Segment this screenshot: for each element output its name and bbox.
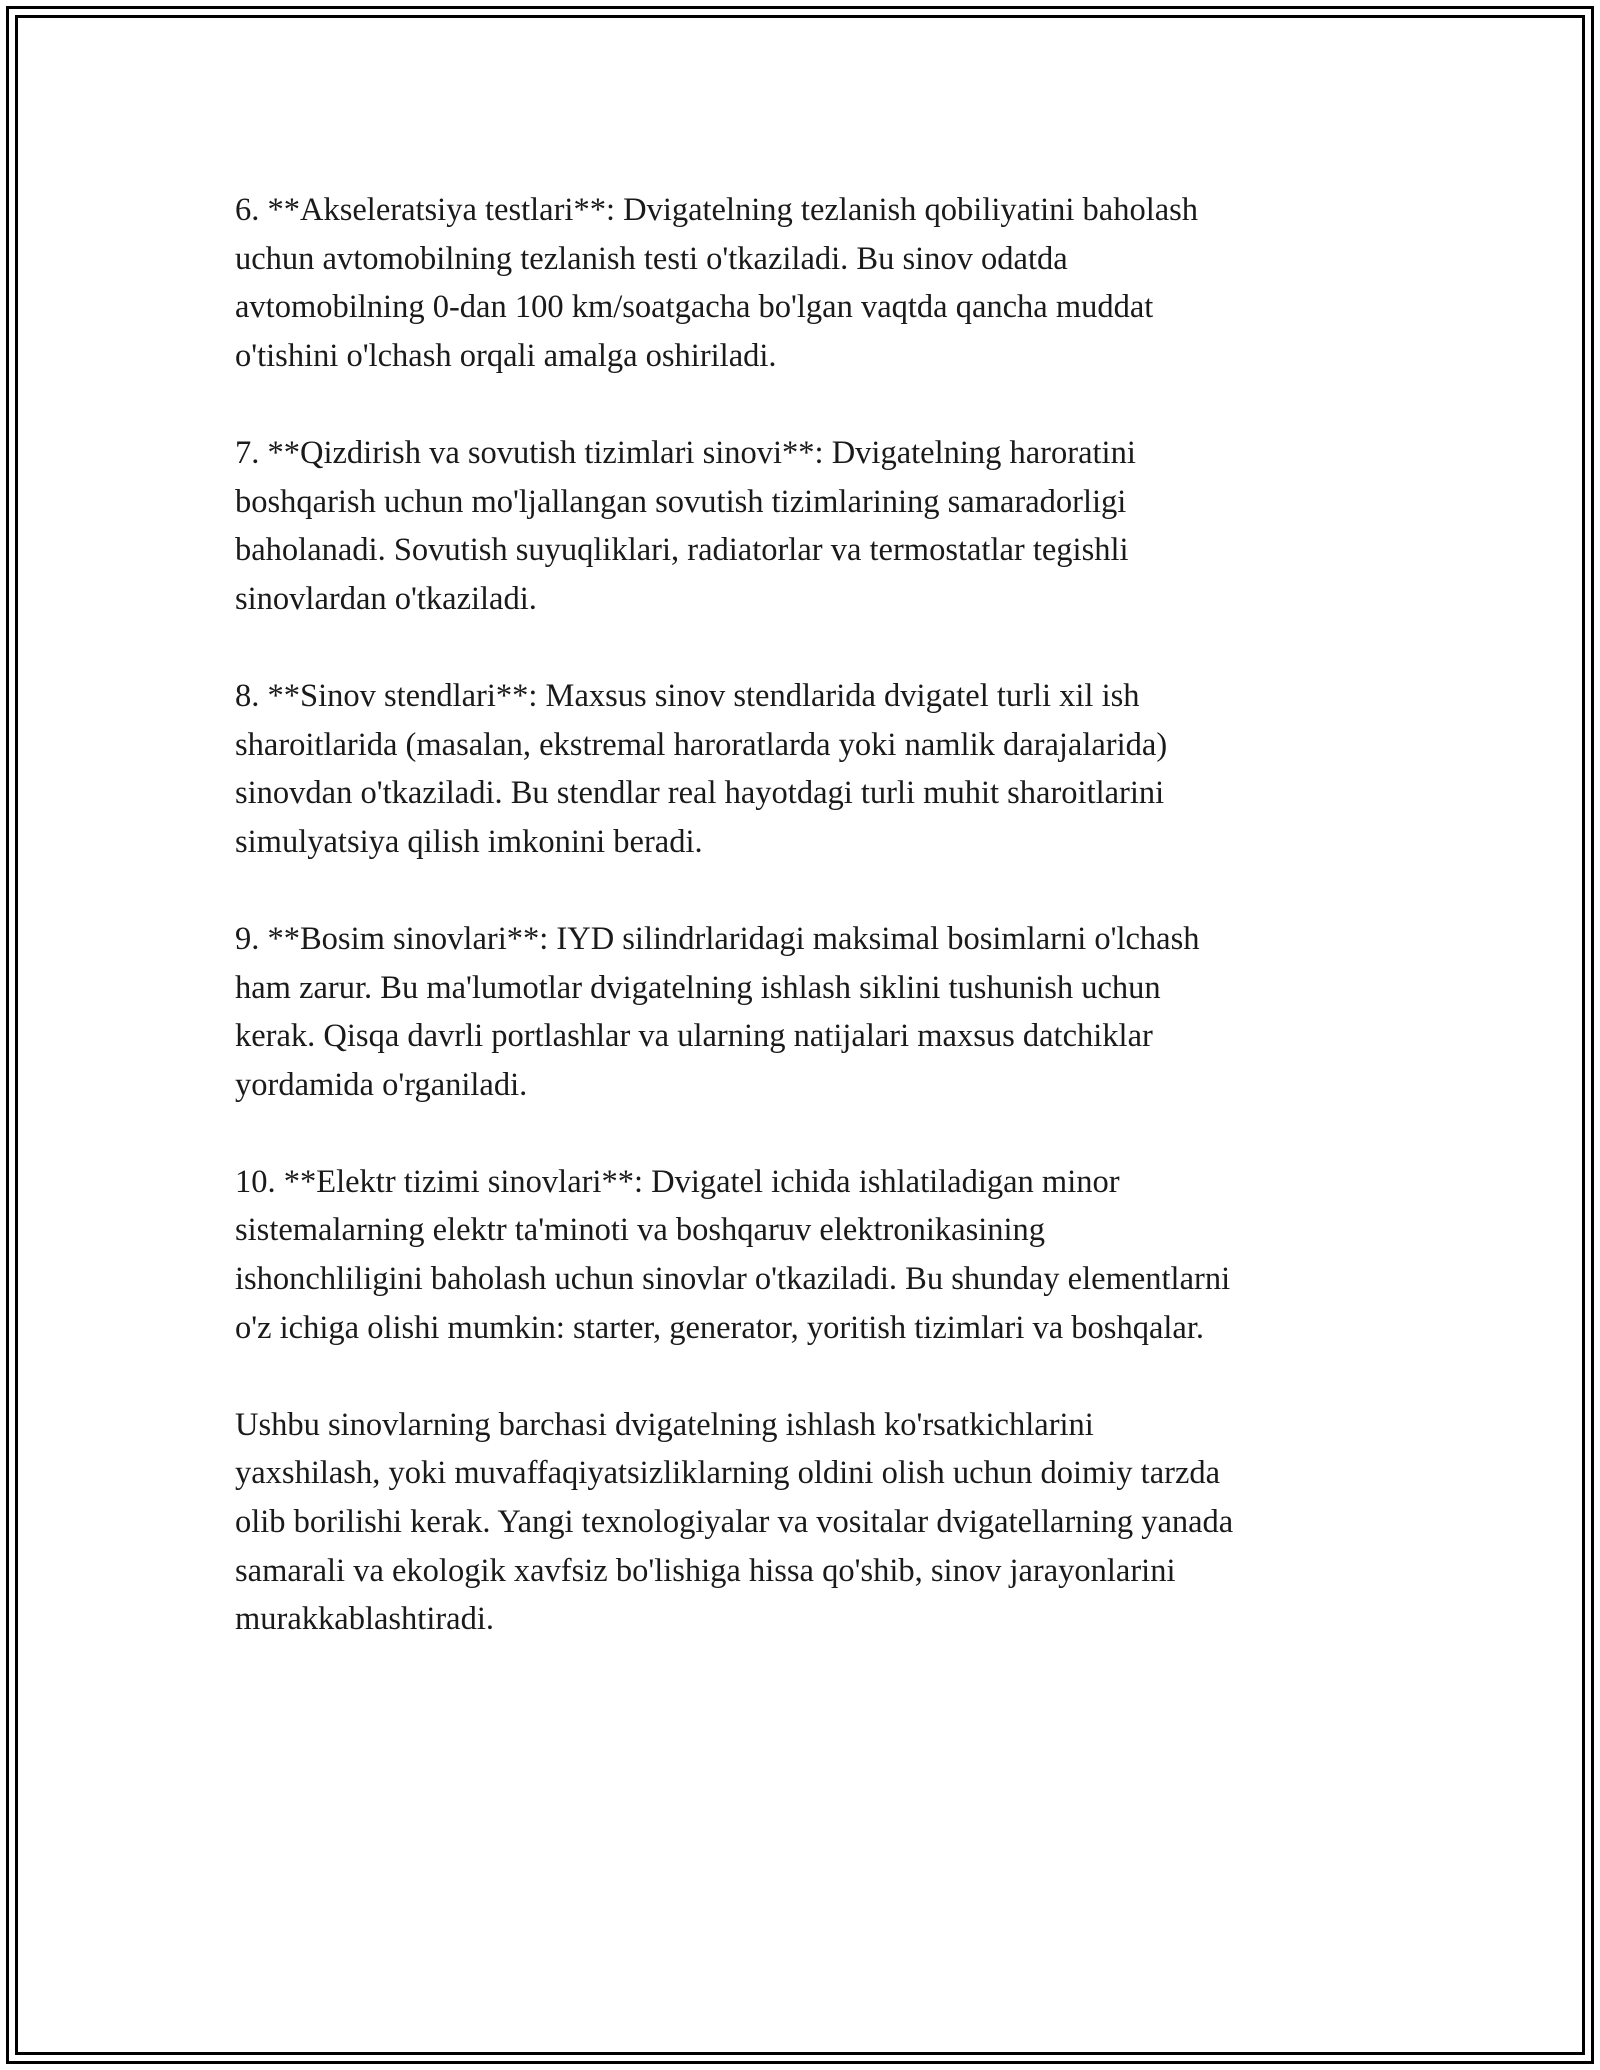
paragraph-conclusion: Ushbu sinovlarning barchasi dvigatelning ishlash ko'rsatkichlarini yaxshilash, yoki muvaffaqiyatsizliklarning oldini olish uchun doimiy tarzda olib borilishi kerak. Yangi texnologiyalar va vositalar dvigatellarning yanada samarali va ekologik xavfsiz bo'lishiga hissa qo'shib, sinov jarayonlarini murakkablashtiradi. bbox=[235, 1406, 1234, 1638]
paragraph-acceleration-tests: 6. **Akseleratsiya testlari**: Dvigatelning tezlanish qobiliyatini baholash uchun avtomobilning tezlanish testi o'tkaziladi. Bu sinov odatda avtomobilning 0-dan 100 km/soatgacha bo'lgan vaqtda qancha muddat o'tishini o'lchash orqali amalga oshiriladi. bbox=[235, 192, 1199, 374]
paragraph-pressure-tests: 9. **Bosim sinovlari**: IYD silindrlaridagi maksimal bosimlarni o'lchash ham zarur. Bu ma'lumotlar dvigatelning ishlash siklini tushunish uchun kerak. Qisqa davrli portlashlar va ularning natijalari maxsus datchiklar yordamida o'rganiladi. bbox=[235, 920, 1200, 1103]
paragraph-electrical-tests: 10. **Elektr tizimi sinovlari**: Dvigatel ichida ishlatiladigan minor sistemalarning elektr ta'minoti va boshqaruv elektronikasining ishonchliligini baholash uchun sinovlar o'tkaziladi. Bu shunday elementlarni o'z ichiga olishi mumkin: starter, generator, yoritish tizimlari va boshqalar. bbox=[235, 1163, 1231, 1346]
paragraph-heating-cooling-tests: 7. **Qizdirish va sovutish tizimlari sinovi**: Dvigatelning haroratini boshqarish uchun mo'ljallangan sovutish tizimlarining samaradorligi baholanadi. Sovutish suyuqliklari, radiatorlar va termostatlar tegishli sinovlardan o'tkaziladi. bbox=[235, 434, 1136, 617]
paragraph-test-benches: 8. **Sinov stendlari**: Maxsus sinov stendlarida dvigatel turli xil ish sharoitlarida (masalan, ekstremal haroratlarda yoki namlik darajalarida) sinovdan o'tkaziladi. Bu stendlar real hayotdagi turli muhit sharoitlarini simulyatsiya qilish imkonini beradi. bbox=[235, 677, 1168, 860]
document-body bbox=[235, 186, 1385, 1644]
